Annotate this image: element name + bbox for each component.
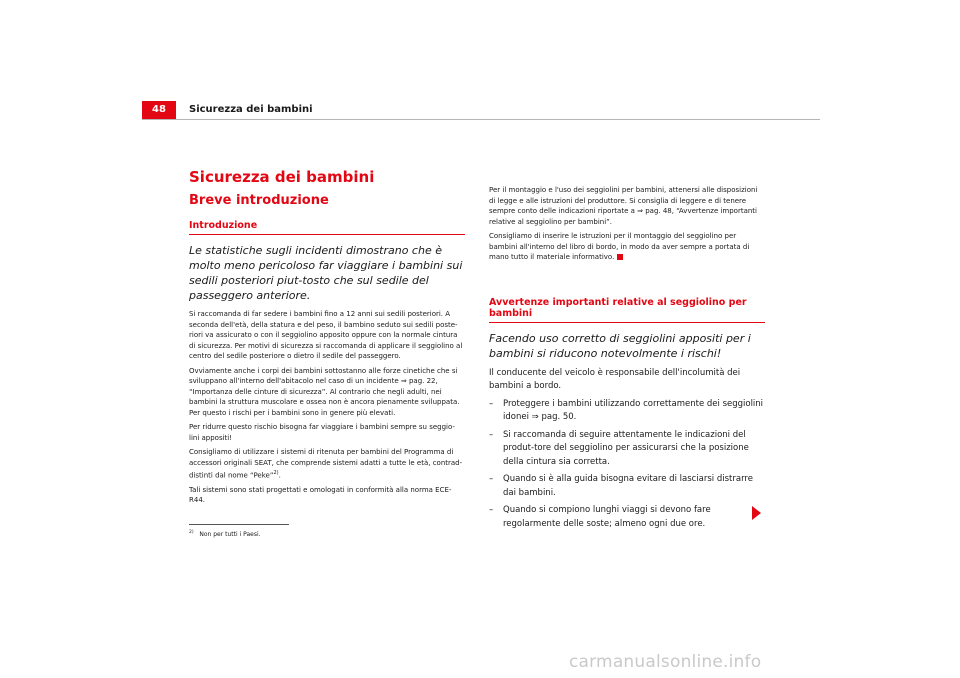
paragraph: Per il montaggio e l'uso dei seggiolini per bambini, attenersi alle disposizioni di legge e alle istruzioni del produttore. Si consiglia di leggere e di tenere sempre conto delle indicazioni riportate a ⇒ pag. 48, “Avvertenze importanti relative al seggiolino per bambini”. [489, 186, 758, 226]
section-title: Breve introduzione [189, 193, 329, 208]
red-square-icon [617, 254, 623, 260]
lead-text: Le statistiche sugli incidenti dimostrano che è molto meno pericoloso far viaggiare i bambini sui sedili posteriori piut-tosto che sul sedile del passeggero anteriore. [189, 244, 463, 302]
bullet-list [489, 398, 765, 532]
list-item: – Quando si è alla guida bisogna evitare di lasciarsi distrarre dai bambini. [489, 473, 765, 500]
footnote-text: Non per tutti i Paesi. [199, 531, 261, 538]
paragraph: Per ridurre questo rischio bisogna far viaggiare i bambini sempre su seggio-lini appositi! [189, 423, 455, 442]
left-column [189, 220, 465, 510]
paragraph-peke-suffix: . [278, 471, 281, 480]
intro-paragraph: Il conducente del veicolo è responsabile dell'incolumità dei bambini a bordo. [489, 367, 741, 391]
paragraph: Si raccomanda di far sedere i bambini fino a 12 anni sui sedili posteriori. A seconda dell'età, della statura e del peso, il bambino seduto sui sedili poste-riori va assicurato o con il seggiolino apposito oppure con la normale cintura di sicurezza. Per motivi di sicurezza si raccomanda di applicare il seggiolino al centro del sedile posteriore o dietro il sedile del passeggero. [189, 310, 463, 360]
running-header: Sicurezza dei bambini [189, 104, 313, 115]
header-rule [142, 119, 820, 120]
paragraph-with-end-mark [489, 231, 765, 263]
list-item: – Si raccomanda di seguire attentamente le indicazioni del produt-tore del seggiolino per assicurarsi che la posizione della cintura sia corretta. [489, 429, 765, 470]
paragraph-peke-text: Consigliamo di utilizzare i sistemi di ritenuta per bambini del Programma di accessori originali SEAT, che comprende sistemi adatti a tutte le età, contrad-distinti dal nome “Peke” [189, 448, 463, 480]
list-item: – Proteggere i bambini utilizzando correttamente dei seggiolini idonei ⇒ pag. 50. [489, 398, 765, 425]
paragraph-peke [189, 447, 465, 481]
footnote-ref[interactable]: 2) [273, 470, 279, 476]
right-column [489, 185, 765, 535]
subheading-avvertenze: Avvertenze importanti relative al seggiolino per bambini [489, 297, 765, 323]
subheading-introduzione: Introduzione [189, 220, 465, 235]
paragraph: Tali sistemi sono stati progettati e omologati in conformità alla norma ECE-R44. [189, 485, 452, 505]
paragraph-text: Consigliamo di inserire le istruzioni per il montaggio del seggiolino per bambini all'interno del libro di bordo, in modo da aver sempre a portata di mano tutto il materiale informativo. [489, 232, 750, 261]
footnote-marker: 2) [189, 530, 194, 535]
paragraph: Ovviamente anche i corpi dei bambini sottostanno alle forze cinetiche che si sviluppano all'interno dell'abitacolo nel caso di un incidente ⇒ pag. 22, “Importanza delle cinture di sicurezza”. Al contrario che negli adulti, nei bambini la struttura muscolare e ossea non è ancora pienamente sviluppata. Per questo i rischi per i bambini sono in genere più elevati. [189, 366, 460, 417]
chapter-title: Sicurezza dei bambini [189, 168, 375, 186]
lead-text: Facendo uso corretto di seggiolini appositi per i bambini si riducono notevolmente i rischi! [489, 331, 751, 360]
footnote [189, 530, 261, 538]
watermark: carmanualsonline.info [569, 652, 762, 672]
footnote-rule [189, 524, 289, 525]
page-number: 48 [142, 101, 176, 119]
list-item: – Quando si compiono lunghi viaggi si devono fare regolarmente delle soste; almeno ogni due ore. [489, 504, 765, 531]
arrow-right-icon[interactable] [752, 506, 761, 520]
